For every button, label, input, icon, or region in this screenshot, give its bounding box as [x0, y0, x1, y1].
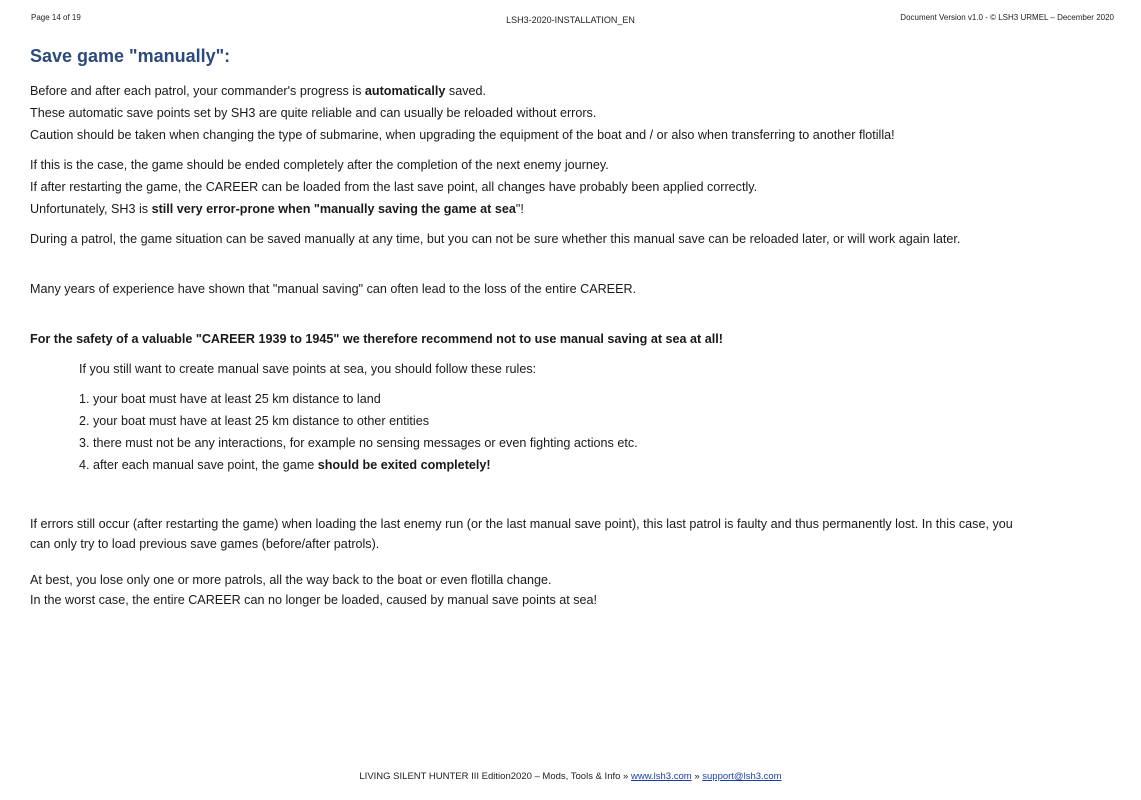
recommendation: [30, 328, 1115, 350]
paragraph-1-line-3: Caution should be taken when changing the type of submarine, when upgrading the equipment of the boat and / or also when transferring to another flotilla!: [30, 128, 895, 142]
paragraph-4: Many years of experience have shown that "manual saving" can often lead to the loss of the entire CAREER.: [30, 282, 637, 296]
section-title: Save game "manually":: [30, 46, 231, 66]
support-email-link[interactable]: support@lsh3.com: [702, 771, 782, 782]
paragraph-2-line-1: If this is the case, the game should be ended completely after the completion of the next enemy journey.: [30, 158, 609, 172]
website-link[interactable]: www.lsh3.com: [630, 771, 692, 782]
paragraph-5-line-1: If errors still occur (after restarting the game) when loading the last enemy run (or the last manual save point), this last patrol is faulty and thus permanently lost. In this case, you: [30, 517, 1013, 531]
rules-intro: If you still want to create manual save points at sea, you should follow these rules:: [79, 362, 537, 376]
paragraph-1-line-1: [30, 80, 1115, 102]
emphasis: should be exited completely!: [317, 458, 491, 472]
paragraph-2-line-2: If after restarting the game, the CAREER can be loaded from the last save point, all changes have probably been applied correctly.: [30, 180, 758, 194]
document-body: [30, 80, 1115, 610]
emphasis: still very error-prone when "manually saving the game at sea: [151, 202, 516, 216]
paragraph-1-line-2: These automatic save points set by SH3 are quite reliable and can usually be reloaded without errors.: [30, 106, 597, 120]
text: "!: [515, 202, 524, 216]
text: saved.: [445, 84, 487, 98]
paragraph-6-line-1: At best, you lose only one or more patrols, all the way back to the boat or even flotilla change.: [30, 573, 552, 587]
paragraph-3: During a patrol, the game situation can be saved manually at any time, but you can not be sure whether this manual save can be reloaded later, or will work again later.: [30, 232, 961, 246]
page-footer: [0, 771, 1141, 782]
text: Unfortunately, SH3 is: [30, 202, 152, 216]
page-number: Page 14 of 19: [31, 13, 81, 22]
emphasis: For the safety of a valuable "CAREER 1939 to 1945" we therefore recommend not to use manual saving at sea at all!: [30, 332, 723, 346]
text: Before and after each patrol, your commander's progress is: [30, 84, 365, 98]
rule-2: 2. your boat must have at least 25 km distance to other entities: [79, 414, 430, 428]
document-title: LSH3-2020-INSTALLATION_EN: [506, 15, 635, 25]
rule-1: 1. your boat must have at least 25 km distance to land: [79, 392, 381, 406]
document-version: Document Version v1.0 - © LSH3 URMEL – December 2020: [900, 13, 1114, 22]
footer-separator: »: [691, 771, 703, 782]
paragraph-6-line-2: In the worst case, the entire CAREER can no longer be loaded, caused by manual save points at sea!: [30, 593, 598, 607]
emphasis: automatically: [364, 84, 446, 98]
rule-3: 3. there must not be any interactions, for example no sensing messages or even fighting actions etc.: [79, 436, 638, 450]
rule-4: [30, 454, 1115, 476]
text: 4. after each manual save point, the game: [79, 458, 318, 472]
paragraph-2-line-3: [30, 198, 1115, 220]
footer-text: LIVING SILENT HUNTER III Edition2020 – Mods, Tools & Info »: [359, 771, 631, 782]
paragraph-5-line-2: can only try to load previous save games (before/after patrols).: [30, 537, 380, 551]
